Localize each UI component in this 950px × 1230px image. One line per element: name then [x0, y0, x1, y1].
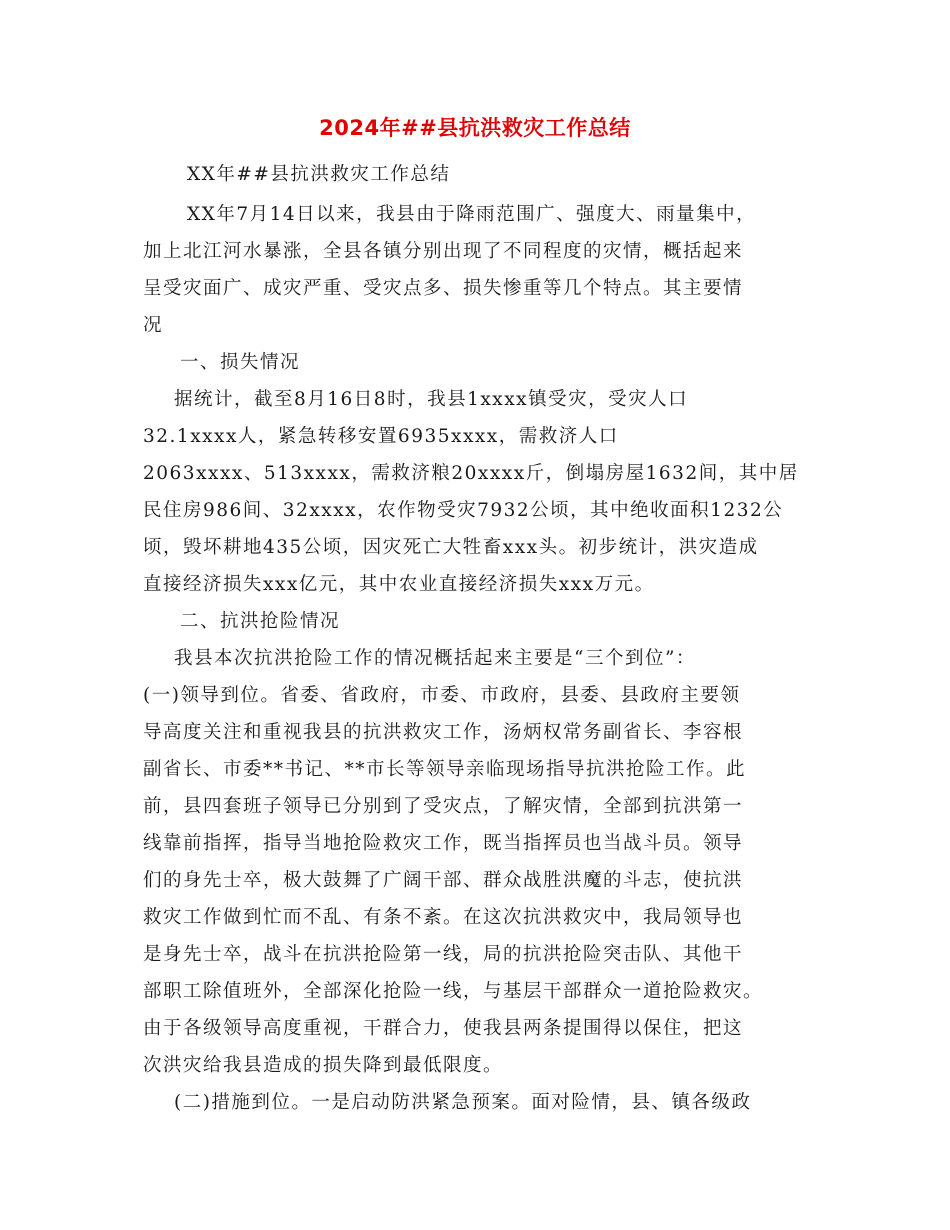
paragraph-line: 部职工除值班外，全部深化抢险一线，与基层干部群众一道抢险救灾。 — [143, 981, 764, 1002]
paragraph-line: 次洪灾给我县造成的损失降到最低限度。 — [143, 1055, 504, 1076]
paragraph-line: (二)措施到位。一是启动防洪紧急预案。面对险情，县、镇各级政 — [174, 1092, 752, 1113]
paragraph-line: 线靠前指挥，指导当地抢险救灾工作，既当指挥员也当战斗员。领导 — [143, 833, 744, 854]
paragraph-line: 们的身先士卒，极大鼓舞了广阔干部、群众战胜洪魔的斗志，使抗洪 — [143, 870, 744, 891]
paragraph-line: 加上北江河水暴涨，全县各镇分别出现了不同程度的灾情，概括起来 — [143, 241, 744, 262]
paragraph-line: (一)领导到位。省委、省政府，市委、市政府，县委、县政府主要领 — [143, 685, 741, 706]
section-heading: 一、损失情况 — [180, 352, 301, 373]
paragraph-line: 顷，毁坏耕地435公顷，因灾死亡大牲畜xxx头。初步统计，洪灾造成 — [143, 537, 759, 558]
paragraph-line: 民住房986间、32xxxx，农作物受灾7932公顷，其中绝收面积1232公 — [143, 500, 784, 521]
paragraph-line: 是身先士卒，战斗在抗洪抢险第一线，局的抗洪抢险突击队、其他干 — [143, 944, 744, 965]
paragraph-line: XX年7月14日以来，我县由于降雨范围广、强度大、雨量集中， — [187, 204, 757, 225]
paragraph-line: 据统计，截至8月16日8时，我县1xxxx镇受灾，受灾人口 — [174, 389, 689, 410]
document-title: 2024年##县抗洪救灾工作总结 — [319, 116, 631, 140]
paragraph-line: 况 — [143, 315, 164, 336]
paragraph-line: 导高度关注和重视我县的抗洪救灾工作，汤炳权常务副省长、李容根 — [143, 722, 744, 743]
paragraph-line: 呈受灾面广、成灾严重、受灾点多、损失惨重等几个特点。其主要情 — [143, 278, 744, 299]
paragraph-line: 由于各级领导高度重视，干群合力，使我县两条提围得以保住，把这 — [143, 1018, 744, 1039]
paragraph-line: 直接经济损失xxx亿元，其中农业直接经济损失xxx万元。 — [143, 574, 655, 595]
subtitle-line: XX年##县抗洪救灾工作总结 — [187, 164, 451, 185]
paragraph-line: 我县本次抗洪抢险工作的情况概括起来主要是“三个到位”： — [174, 648, 696, 669]
paragraph-line: 副省长、市委**书记、**市长等领导亲临现场指导抗洪抢险工作。此 — [143, 759, 747, 780]
section-heading: 二、抗洪抢险情况 — [180, 611, 341, 632]
paragraph-line: 2063xxxx、513xxxx，需救济粮20xxxx斤，倒塌房屋1632间，其中居 — [143, 463, 799, 484]
paragraph-line: 32.1xxxx人，紧急转移安置6935xxxx，需救济人口 — [143, 426, 619, 447]
paragraph-line: 前，县四套班子领导已分别到了受灾点，了解灾情，全部到抗洪第一 — [143, 796, 744, 817]
paragraph-line: 救灾工作做到忙而不乱、有条不紊。在这次抗洪救灾中，我局领导也 — [143, 907, 744, 928]
